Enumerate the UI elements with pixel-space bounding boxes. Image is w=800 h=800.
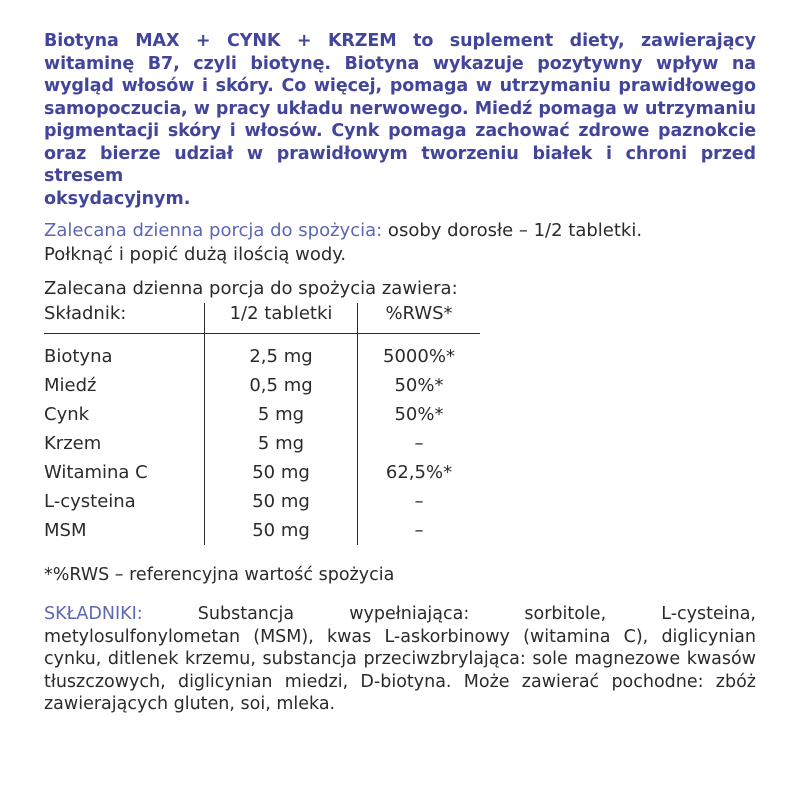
row-amount: 2,5 mg — [205, 334, 358, 372]
row-rws: 50%* — [394, 404, 444, 425]
ingredients-text: Substancja wypełniająca: sorbitole, L-cysteina, metylosulfonylometan (MSM), kwas L-askorbinowy (witamina C), diglicynian cynku, ditlenek krzemu, substancja przeciwzbrylająca: sole magnezowe kwasów tłuszczowych, diglicynian miedzi, D-biotyna. Może zawierać pochodne: zbóż zawierających gluten, soi, mleka. — [44, 604, 756, 714]
row-rws: – — [414, 433, 424, 454]
table-row — [44, 334, 480, 372]
recommended-dose-label: Zalecana dzienna porcja do spożycia: — [44, 220, 383, 241]
header-ingredient: Składnik: — [44, 303, 205, 334]
row-rws: 5000%* — [383, 346, 455, 367]
nutrition-table-header — [44, 303, 480, 334]
row-rws: – — [414, 491, 424, 512]
nutrition-table — [44, 303, 480, 545]
row-amount: 5 mg — [205, 400, 358, 429]
row-amount: 5 mg — [205, 429, 358, 458]
row-ingredient: L-cysteina — [44, 491, 136, 512]
intro-paragraph: Biotyna MAX + CYNK + KRZEM to suplement diety, zawierający witaminę B7, czyli biotynę. Biotyna wykazuje pozytywny wpływ na wygląd włosów i skóry. Co więcej, pomaga w utrzymaniu prawidłowego samopoczucia, w pracy układu nerwowego. Miedź pomaga w utrzymaniu pigmentacji skóry i włosów. Cynk pomaga zachować zdrowe paznokcie oraz bierze udział w prawidłowym tworzeniu białek i chroni przed stresem — [44, 31, 756, 186]
recommended-dose-value: osoby dorosłe – 1/2 tabletki. — [382, 220, 643, 241]
row-rws: 62,5%* — [385, 462, 453, 483]
table-row — [44, 516, 480, 545]
row-ingredient: Witamina C — [44, 462, 148, 483]
row-rws: 50%* — [394, 375, 444, 396]
row-amount: 0,5 mg — [205, 371, 358, 400]
row-ingredient: Cynk — [44, 404, 90, 425]
ingredients-list — [44, 603, 756, 716]
intro-paragraph-end: oksydacyjnym. — [44, 188, 191, 209]
row-ingredient: Krzem — [44, 433, 102, 454]
intake-instruction: Połknąć i popić dużą ilością wody. — [44, 244, 347, 265]
table-row — [44, 487, 480, 516]
header-rws: %RWS* — [358, 303, 481, 334]
table-row — [44, 429, 480, 458]
row-amount: 50 mg — [205, 487, 358, 516]
product-label — [44, 30, 756, 716]
row-ingredient: Biotyna — [44, 346, 113, 367]
recommended-dose — [44, 219, 756, 267]
nutrition-table-title: Zalecana dzienna porcja do spożycia zawiera: — [44, 278, 458, 299]
row-ingredient: MSM — [44, 520, 87, 541]
ingredients-label: SKŁADNIKI: — [44, 604, 143, 624]
row-rws: – — [414, 520, 424, 541]
rws-footnote: *%RWS – referencyjna wartość spożycia — [44, 565, 395, 585]
row-ingredient: Miedź — [44, 375, 97, 396]
row-amount: 50 mg — [205, 458, 358, 487]
header-amount: 1/2 tabletki — [205, 303, 358, 334]
table-row — [44, 371, 480, 400]
table-row — [44, 400, 480, 429]
table-row — [44, 458, 480, 487]
row-amount: 50 mg — [205, 516, 358, 545]
